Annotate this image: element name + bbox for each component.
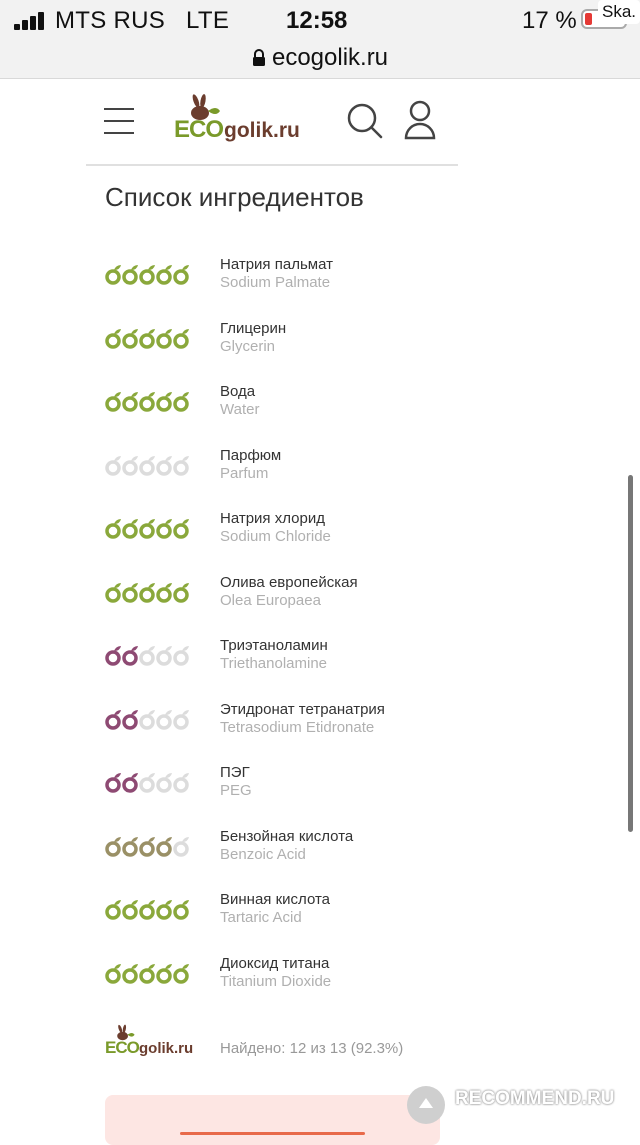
olive-rating-icon [156,582,174,604]
ingredient-name: Натрия хлорид [220,510,325,527]
olive-rating-icon [173,899,191,921]
olive-rating-icon [139,582,157,604]
safety-rating [105,582,195,604]
safety-rating [105,772,195,794]
section-title: Список ингредиентов [105,182,364,212]
ingredient-latin-name: Water [220,401,260,418]
ingredient-row[interactable] [105,891,465,945]
olive-rating-icon [105,963,123,985]
olive-rating-icon [105,836,123,858]
ingredient-row[interactable] [105,700,465,755]
ingredient-latin-name: Sodium Chloride [220,528,331,545]
olive-rating-icon [173,963,191,985]
olive-rating-icon [173,518,191,540]
ingredient-name: Диоксид титана [220,954,330,972]
ingredient-row[interactable] [105,446,465,501]
olive-rating-icon [173,391,191,413]
ingredient-latin-name: PEG [220,782,252,799]
olive-rating-icon [105,899,123,921]
site-header [86,78,458,166]
ingredient-latin-name: Sodium Palmate [220,274,331,291]
olive-rating-icon [139,391,157,413]
footer-logo-golik: golik.ru [139,1040,194,1057]
ingredient-latin-name: Benzoic Acid [220,845,306,863]
olive-rating-icon [173,582,191,604]
menu-icon[interactable] [104,108,134,134]
olive-rating-icon [105,455,123,477]
ingredient-name: Триэтаноламин [220,637,328,654]
ingredient-row[interactable] [105,954,465,1009]
olive-rating-icon [173,709,191,731]
olive-rating-icon [105,645,123,667]
ingredient-name: Вода [220,383,256,400]
ingredient-latin-name: Glycerin [220,337,276,355]
olive-rating-icon [173,772,191,794]
olive-rating-icon [122,264,140,286]
arrow-up-icon [417,1096,435,1114]
olive-rating-icon [139,963,157,985]
footer-logo-eco: ECO [105,1038,139,1057]
olive-rating-icon [156,709,174,731]
url-display[interactable] [0,44,640,72]
ingredient-latin-name: Olea Europaea [220,591,321,609]
ingredient-name: ПЭГ [220,764,250,781]
watermark: RECOMMEND.RU [455,1088,615,1109]
olive-rating-icon [105,582,123,604]
olive-rating-icon [156,645,174,667]
search-icon[interactable] [346,102,384,140]
promo-button-edge[interactable] [180,1132,365,1135]
site-logo[interactable] [174,93,314,143]
olive-rating-icon [105,518,123,540]
olive-rating-icon [156,264,174,286]
logo-golik-text: golik.ru [224,119,300,142]
ingredient-name: Этидронат тетранатрия [220,700,385,718]
olive-rating-icon [156,772,174,794]
ingredient-name: Натрия пальмат [220,256,333,273]
olive-rating-icon [105,772,123,794]
ingredient-row[interactable] [105,827,465,882]
safety-rating [105,899,195,921]
olive-rating-icon [139,645,157,667]
safety-rating [105,518,195,540]
ingredient-row[interactable] [105,319,465,374]
olive-rating-icon [122,582,140,604]
ingredient-name: Парфюм [220,446,282,464]
safety-rating [105,391,195,413]
olive-rating-icon [173,264,191,286]
olive-rating-icon [122,391,140,413]
olive-rating-icon [156,455,174,477]
lock-icon [252,49,266,67]
olive-rating-icon [139,709,157,731]
olive-rating-icon [156,391,174,413]
promo-banner[interactable] [105,1095,440,1145]
olive-rating-icon [105,264,123,286]
carrier-label: MTS RUS LTE [55,7,230,34]
ingredient-row[interactable] [105,510,465,564]
clock: 12:58 [286,7,348,34]
olive-rating-icon [173,328,191,350]
ingredient-row[interactable] [105,573,465,628]
olive-rating-icon [139,455,157,477]
battery-percent: 17 % [522,7,577,34]
safety-rating [105,455,195,477]
olive-rating-icon [122,899,140,921]
olive-rating-icon [139,836,157,858]
olive-rating-icon [156,518,174,540]
ingredient-latin-name: Titanium Dioxide [220,972,332,990]
notification-overlay: Ska. [598,0,640,24]
safety-rating [105,328,195,350]
olive-rating-icon [156,836,174,858]
olive-rating-icon [122,963,140,985]
ingredient-name: Винная кислота [220,891,331,908]
address-bar[interactable] [0,40,640,79]
ingredient-latin-name: Tartaric Acid [220,909,302,926]
olive-rating-icon [105,709,123,731]
olive-rating-icon [122,455,140,477]
safety-rating [105,963,195,985]
safety-rating [105,836,195,858]
scrollbar[interactable] [628,475,633,832]
ingredient-latin-name: Parfum [220,464,269,482]
ingredient-name: Бензойная кислота [220,827,354,845]
ingredient-row[interactable] [105,764,465,818]
olive-rating-icon [173,836,191,858]
olive-rating-icon [139,772,157,794]
olive-rating-icon [122,836,140,858]
olive-rating-icon [122,518,140,540]
ingredient-row[interactable] [105,256,465,310]
olive-rating-icon [122,328,140,350]
safety-rating [105,709,195,731]
olive-rating-icon [173,455,191,477]
olive-rating-icon [139,264,157,286]
ingredient-name: Олива европейская [220,573,358,591]
olive-rating-icon [156,963,174,985]
logo-eco-text: ECO [174,116,224,143]
safety-rating [105,264,195,286]
footer-logo[interactable] [105,1024,205,1064]
ingredient-latin-name: Tetrasodium Etidronate [220,718,375,736]
olive-rating-icon [122,772,140,794]
ingredient-row[interactable] [105,383,465,437]
olive-rating-icon [139,328,157,350]
status-bar [0,0,640,40]
olive-rating-icon [156,899,174,921]
url-text: ecogolik.ru [271,44,389,71]
ingredient-name: Глицерин [220,319,287,337]
olive-rating-icon [156,328,174,350]
olive-rating-icon [173,645,191,667]
olive-rating-icon [122,645,140,667]
olive-rating-icon [139,518,157,540]
signal-icon [14,12,46,30]
found-summary: Найдено: 12 из 13 (92.3%) [220,1040,404,1057]
olive-rating-icon [122,709,140,731]
olive-rating-icon [105,328,123,350]
ingredient-row[interactable] [105,637,465,691]
safety-rating [105,645,195,667]
olive-rating-icon [139,899,157,921]
scroll-to-top-button[interactable] [407,1086,445,1124]
olive-rating-icon [105,391,123,413]
user-icon[interactable] [404,100,436,140]
ingredient-latin-name: Triethanolamine [220,655,327,672]
